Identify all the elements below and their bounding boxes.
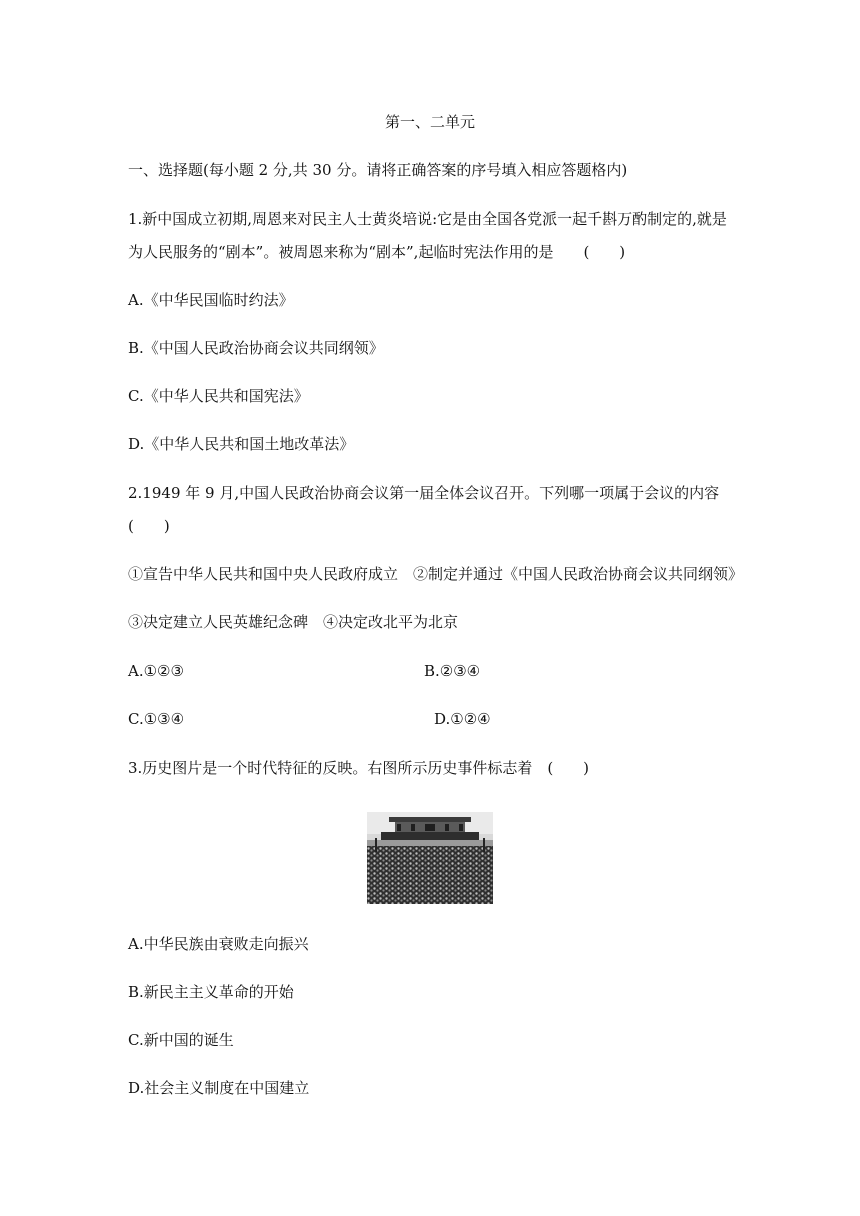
q3-option-a: A.中华民族由衰败走向振兴 bbox=[128, 935, 309, 953]
section-heading: 一、选择题(每小题 2 分,共 30 分。请将正确答案的序号填入相应答题格内) bbox=[128, 161, 628, 179]
q2-option-c: C.①③④ bbox=[128, 710, 185, 728]
q1-option-c: C.《中华人民共和国宪法》 bbox=[128, 387, 309, 405]
page-title: 第一、二单元 bbox=[384, 113, 475, 131]
q2-item-line-2: ③决定建立人民英雄纪念碑 ④决定改北平为北京 bbox=[128, 613, 459, 631]
q1-stem-line-1: 1.新中国成立初期,周恩来对民主人士黄炎培说:它是由全国各党派一起千斟万酌制定的,就是 bbox=[128, 210, 727, 228]
q1-option-b: B.《中国人民政治协商会议共同纲领》 bbox=[128, 339, 384, 357]
q3-option-b: B.新民主主义革命的开始 bbox=[128, 983, 294, 1001]
q1-option-a: A.《中华民国临时约法》 bbox=[128, 291, 294, 309]
q3-stem: 3.历史图片是一个时代特征的反映。右图所示历史事件标志着 ( ) bbox=[128, 759, 590, 777]
q1-option-d: D.《中华人民共和国土地改革法》 bbox=[128, 435, 355, 453]
q1-stem-line-2: 为人民服务的“剧本”。被周恩来称为“剧本”,起临时宪法作用的是 ( ) bbox=[128, 243, 626, 261]
photo-drawing bbox=[367, 812, 493, 904]
historical-photo bbox=[367, 812, 493, 904]
q2-option-b: B.②③④ bbox=[424, 662, 481, 680]
q2-stem-line-2: ( ) bbox=[128, 517, 170, 535]
q2-item-line-1: ①宣告中华人民共和国中央人民政府成立 ②制定并通过《中国人民政治协商会议共同纲领》 bbox=[128, 565, 744, 583]
q2-option-d: D.①②④ bbox=[434, 710, 491, 728]
q3-option-c: C.新中国的诞生 bbox=[128, 1031, 234, 1049]
q2-option-a: A.①②③ bbox=[128, 662, 184, 680]
q2-stem-line-1: 2.1949 年 9 月,中国人民政治协商会议第一届全体会议召开。下列哪一项属于会议的内容 bbox=[128, 484, 720, 502]
q3-option-d: D.社会主义制度在中国建立 bbox=[128, 1079, 310, 1097]
